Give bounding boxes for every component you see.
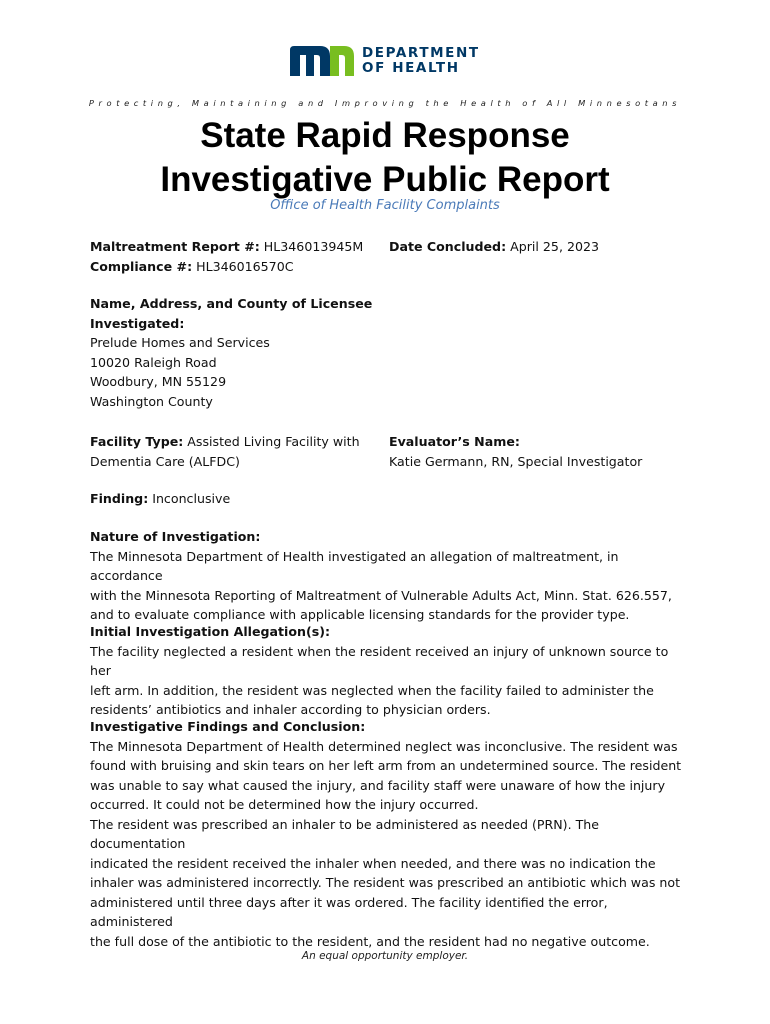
licensee-heading-line-2: Investigated: xyxy=(90,315,185,331)
allegation-line: left arm. In addition, the resident was neglected when the facility failed to administer the xyxy=(90,682,654,698)
maltreatment-value: HL346013945M xyxy=(259,239,364,254)
findings-line: occurred. It could not be determined how the injury occurred. xyxy=(90,797,479,812)
date-concluded-label: Date Concluded: xyxy=(389,239,507,254)
nature-line: with the Minnesota Reporting of Maltreatment of Vulnerable Adults Act, Minn. Stat. 626.557, xyxy=(90,587,672,603)
mn-logo-mark-icon xyxy=(290,46,354,76)
evaluator-block xyxy=(389,432,642,471)
logo-line-1: DEPARTMENT xyxy=(362,45,480,61)
findings-heading: Investigative Findings and Conclusion: xyxy=(90,719,366,734)
report-numbers xyxy=(90,237,363,276)
compliance-label: Compliance #: xyxy=(90,258,193,274)
findings-line: was unable to say what caused the injury, and facility staff were unaware of how the injury xyxy=(90,777,666,793)
licensee-heading-line-1: Name, Address, and County of Licensee xyxy=(90,296,373,311)
evaluator-name: Katie Germann, RN, Special Investigator xyxy=(389,453,643,469)
allegation-line: The facility neglected a resident when the resident received an injury of unknown source to her xyxy=(90,643,669,678)
allegation-section xyxy=(90,622,690,720)
tagline: Protecting, Maintaining and Improving the Health of All Minnesotans xyxy=(88,98,682,108)
maltreatment-report-line xyxy=(90,237,363,257)
title-line-1: State Rapid Response xyxy=(200,116,570,155)
licensee-city: Woodbury, MN 55129 xyxy=(90,374,227,389)
title-line-2: Investigative Public Report xyxy=(160,160,610,199)
date-concluded-line xyxy=(389,237,599,257)
licensee-block xyxy=(90,294,372,411)
page-subtitle: Office of Health Facility Complaints xyxy=(270,198,500,213)
facility-type-value-2: Dementia Care (ALFDC) xyxy=(90,453,240,469)
finding-label: Finding: xyxy=(90,491,149,506)
findings-line: The Minnesota Department of Health determined neglect was inconclusive. The resident was xyxy=(90,738,678,754)
licensee-street: 10020 Raleigh Road xyxy=(90,354,217,370)
allegation-line: residents’ antibiotics and inhaler according to physician orders. xyxy=(90,702,491,717)
allegation-heading: Initial Investigation Allegation(s): xyxy=(90,624,331,639)
facility-type-block xyxy=(90,432,360,471)
evaluator-label: Evaluator’s Name: xyxy=(389,434,520,449)
licensee-county: Washington County xyxy=(90,393,213,409)
findings-line: the full dose of the antibiotic to the resident, and the resident had no negative outcome. xyxy=(90,933,650,949)
finding-line xyxy=(90,489,230,509)
findings-line: administered until three days after it was ordered. The facility identified the error, administered xyxy=(90,894,608,929)
mdh-logo xyxy=(290,46,480,76)
nature-heading: Nature of Investigation: xyxy=(90,529,261,544)
maltreatment-label: Maltreatment Report #: xyxy=(90,239,260,254)
findings-line: found with bruising and skin tears on her left arm from an undetermined source. The resident xyxy=(90,758,682,773)
compliance-value: HL346016570C xyxy=(192,258,294,274)
facility-type-label: Facility Type: xyxy=(90,434,184,449)
logo-line-2: OF HEALTH xyxy=(362,60,460,76)
finding-value: Inconclusive xyxy=(148,491,231,506)
facility-type-value-1: Assisted Living Facility with xyxy=(183,434,360,449)
compliance-line xyxy=(90,257,363,277)
facility-type-line-1 xyxy=(90,432,360,452)
logo-wordmark xyxy=(362,46,480,76)
findings-line: The resident was prescribed an inhaler to be administered as needed (PRN). The documentation xyxy=(90,816,600,851)
nature-section xyxy=(90,527,690,625)
licensee-name: Prelude Homes and Services xyxy=(90,335,270,350)
date-concluded-value: April 25, 2023 xyxy=(506,239,599,254)
page-title xyxy=(0,114,770,202)
findings-line: indicated the resident received the inhaler when needed, and there was no indication the xyxy=(90,855,656,871)
findings-line: inhaler was administered incorrectly. The resident was prescribed an antibiotic which was not xyxy=(90,875,681,890)
nature-line: and to evaluate compliance with applicable licensing standards for the provider type. xyxy=(90,607,630,622)
footer-text: An equal opportunity employer. xyxy=(301,950,469,962)
nature-line: The Minnesota Department of Health investigated an allegation of maltreatment, in accordance xyxy=(90,548,619,583)
findings-section xyxy=(90,717,690,951)
